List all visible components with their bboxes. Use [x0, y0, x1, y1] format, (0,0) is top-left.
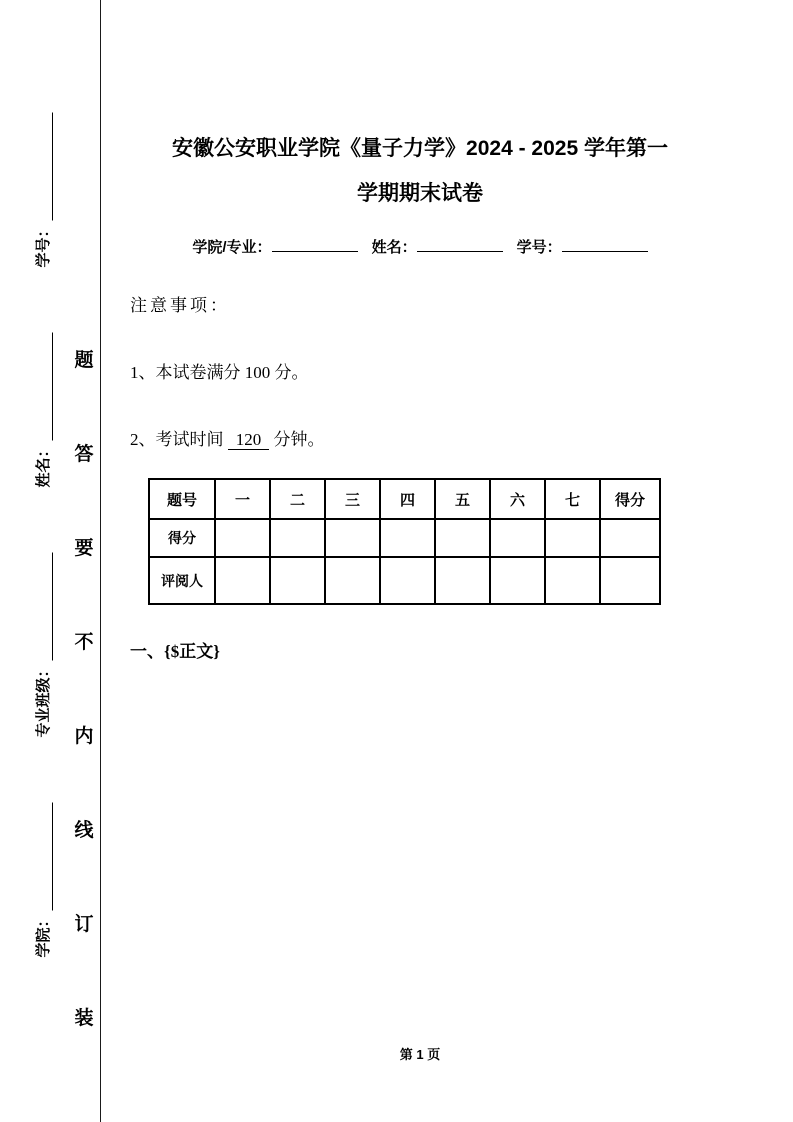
- name-blank: [417, 237, 503, 252]
- binding-char: 订: [74, 914, 94, 935]
- score-table-header-cell: 三: [325, 479, 380, 519]
- seal-field-college: [32, 802, 53, 957]
- main-content: [130, 126, 710, 662]
- score-cell: [490, 519, 545, 557]
- seal-field-college-blank: [38, 802, 53, 910]
- score-cell: [600, 519, 660, 557]
- college-major-blank: [272, 237, 358, 252]
- score-cell: [380, 519, 435, 557]
- student-id-blank: [562, 237, 648, 252]
- score-cell: [435, 519, 490, 557]
- seal-field-college-label: 学院：: [34, 912, 52, 958]
- binding-char: 要: [74, 538, 94, 559]
- score-cell: [545, 519, 600, 557]
- grader-cell: [545, 557, 600, 604]
- score-table-header-cell: 一: [215, 479, 270, 519]
- grader-cell: [600, 557, 660, 604]
- notice-item-2-prefix: 2、考试时间: [130, 430, 224, 449]
- binding-seal-line: [100, 0, 101, 1122]
- score-table-header-cell: 四: [380, 479, 435, 519]
- seal-field-class-blank: [38, 553, 53, 661]
- notice-item-1: 1、本试卷满分 100 分。: [130, 363, 309, 382]
- binding-char: 不: [74, 632, 94, 653]
- score-table-header-cell: 二: [270, 479, 325, 519]
- binding-char: 内: [74, 726, 94, 747]
- binding-warning-text: [71, 345, 97, 1030]
- score-table: [148, 478, 661, 605]
- score-table-header-cell: 题号: [149, 479, 215, 519]
- seal-field-name: [32, 333, 53, 488]
- page-title-line2: 学期期末试卷: [357, 182, 483, 205]
- grader-cell: [215, 557, 270, 604]
- college-major-label: 学院/专业：: [192, 239, 272, 256]
- page-title: [130, 126, 710, 216]
- seal-field-name-label: 姓名：: [34, 442, 52, 488]
- score-cell: [325, 519, 380, 557]
- section-1-heading: 一、{$正文}: [130, 642, 220, 661]
- score-table-header-cell: 得分: [600, 479, 660, 519]
- score-cell: [215, 519, 270, 557]
- score-table-header-row: [149, 479, 660, 519]
- seal-field-student-id-blank: [38, 113, 53, 221]
- seal-field-name-blank: [38, 333, 53, 441]
- score-table-score-row: [149, 519, 660, 557]
- score-table-grader-row: [149, 557, 660, 604]
- binding-char: 题: [74, 350, 94, 371]
- student-info-line: [130, 236, 710, 257]
- page-title-line1: 安徽公安职业学院《量子力学》2024 - 2025 学年第一: [172, 137, 668, 160]
- seal-field-class: [32, 553, 53, 738]
- binding-char: 答: [74, 444, 94, 465]
- grader-cell: [380, 557, 435, 604]
- seal-field-student-id-label: 学号：: [34, 222, 52, 268]
- grader-cell: [325, 557, 380, 604]
- student-id-label: 学号：: [516, 239, 562, 256]
- grader-cell: [270, 557, 325, 604]
- score-table-header-cell: 五: [435, 479, 490, 519]
- name-label: 姓名：: [371, 239, 417, 256]
- binding-char: 线: [74, 820, 94, 841]
- grader-cell: [435, 557, 490, 604]
- grader-cell: [490, 557, 545, 604]
- exam-duration-value: 120: [228, 430, 270, 450]
- seal-field-student-id: [32, 113, 53, 268]
- notice-heading: 注意事项：: [130, 296, 230, 315]
- notice-item-2: [130, 425, 710, 450]
- score-cell: [270, 519, 325, 557]
- seal-field-class-label: 专业班级：: [34, 662, 52, 738]
- score-table-header-cell: 七: [545, 479, 600, 519]
- grader-row-label: 评阅人: [149, 557, 215, 604]
- notice-item-2-suffix: 分钟。: [273, 430, 325, 449]
- seal-student-info: [29, 113, 55, 958]
- score-row-label: 得分: [149, 519, 215, 557]
- page-number: 第 1 页: [399, 1047, 441, 1062]
- score-table-header-cell: 六: [490, 479, 545, 519]
- binding-char: 装: [74, 1008, 94, 1029]
